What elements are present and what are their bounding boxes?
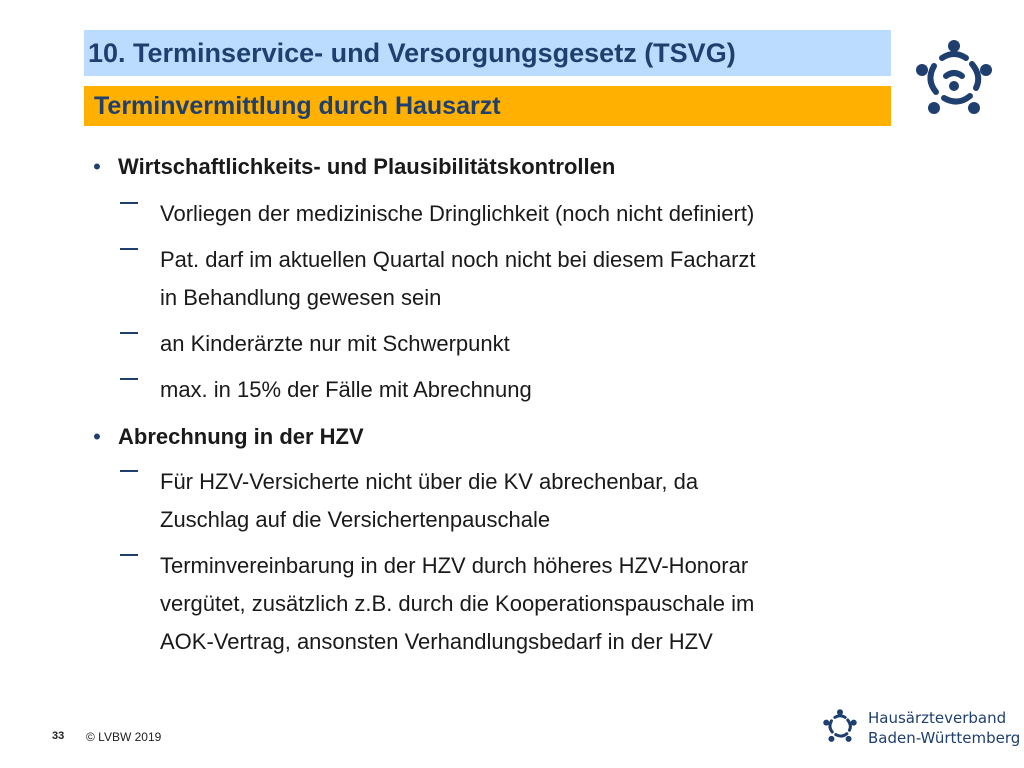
list-item: Für HZV-Versicherte nicht über die KV abrechenbar, da	[160, 469, 699, 494]
list-item-continuation: vergütet, zusätzlich z.B. durch die Kooperationspauschale im	[160, 591, 755, 616]
list-item: Terminvereinbarung in der HZV durch höheres HZV-Honorar	[160, 553, 749, 578]
page-title: 10. Terminservice- und Versorgungsgesetz (TSVG)	[88, 37, 736, 68]
brand-line-1: Hausärzteverband	[868, 709, 1007, 727]
list-item: Pat. darf im aktuellen Quartal noch nicht bei diesem Facharzt	[160, 247, 756, 272]
hausaerzteverband-logo-icon	[912, 36, 996, 120]
bullet-heading-2: Abrechnung in der HZV	[118, 424, 364, 449]
brand-name	[868, 708, 1020, 748]
bullet-marker: •	[93, 424, 101, 449]
dash-marker	[120, 332, 138, 334]
bullet-heading-1: Wirtschaftlichkeits- und Plausibilitätskontrollen	[118, 154, 616, 179]
subtitle-bar	[84, 86, 891, 126]
dash-marker	[120, 378, 138, 380]
dash-marker	[120, 470, 138, 472]
page-number: 33	[52, 730, 65, 742]
list-item: an Kinderärzte nur mit Schwerpunkt	[160, 331, 510, 356]
list-item: Vorliegen der medizinische Dringlichkeit (noch nicht definiert)	[160, 201, 755, 226]
bullet-marker: •	[93, 154, 101, 179]
dash-marker	[120, 554, 138, 556]
hausaerzteverband-logo-icon	[822, 708, 858, 744]
list-item-continuation: AOK-Vertrag, ansonsten Verhandlungsbedarf in der HZV	[160, 629, 713, 654]
copyright: © LVBW 2019	[86, 730, 162, 744]
brand-line-2: Baden-Württemberg	[868, 729, 1021, 747]
page-subtitle: Terminvermittlung durch Hausarzt	[94, 91, 501, 120]
list-item: max. in 15% der Fälle mit Abrechnung	[160, 377, 532, 402]
dash-marker	[120, 202, 138, 204]
dash-marker	[120, 248, 138, 250]
list-item-continuation: Zuschlag auf die Versichertenpauschale	[160, 507, 551, 532]
list-item-continuation: in Behandlung gewesen sein	[160, 285, 442, 310]
title-bar	[84, 30, 891, 76]
